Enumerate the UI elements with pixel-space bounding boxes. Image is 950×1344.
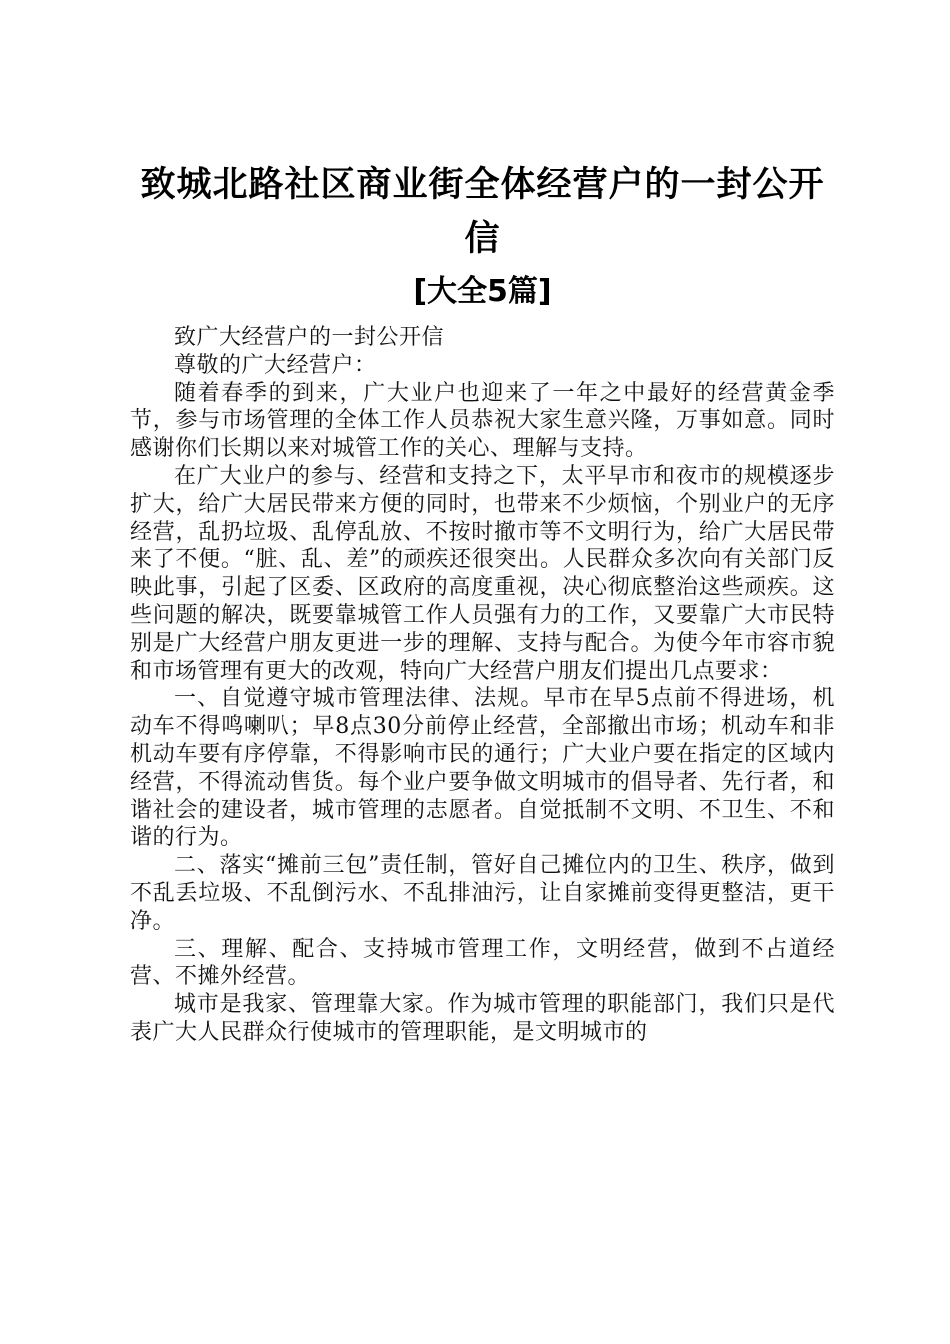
paragraph-problems: 在广大业户的参与、经营和支持之下，太平早市和夜市的规模逐步扩大，给广大居民带来方便的同时，也带来不少烦恼，个别业户的无序经营，乱扔垃圾、乱停乱放、不按时撤市等不文明行为，给广大居民带来了不便。“脏、乱、差”的顽疾还很突出。人民群众多次向有关部门反映此事，引起了区委、区政府的高度重视，决心彻底整治这些顽疾。这些问题的解决，既要靠城管工作人员强有力的工作，又要靠广大市民特别是广大经营户朋友更进一步的理解、支持与配合。为使今年市容市貌和市场管理有更大的改观，特向广大经营户朋友们提出几点要求：	[130, 463, 835, 684]
paragraph-intro: 随着春季的到来，广大业户也迎来了一年之中最好的经营黄金季节，参与市场管理的全体工作人员恭祝大家生意兴隆，万事如意。同时感谢你们长期以来对城管工作的关心、理解与支持。	[130, 380, 835, 462]
document-subtitle: [大全5篇]	[413, 274, 552, 309]
paragraph-requirement-2: 二、落实“摊前三包”责任制，管好自己摊位内的卫生、秩序，做到不乱丢垃圾、不乱倒污水、不乱排油污，让自家摊前变得更整洁，更干净。	[130, 853, 835, 934]
paragraph-requirement-3: 三、理解、配合、支持城市管理工作，文明经营，做到不占道经营、不摊外经营。	[130, 936, 835, 990]
paragraph-closing: 城市是我家、管理靠大家。作为城市管理的职能部门，我们只是代表广大人民群众行使城市的管理职能，是文明城市的	[130, 992, 835, 1045]
document-page	[130, 158, 835, 1047]
paragraph-salutation: 尊敬的广大经营户：	[174, 352, 377, 378]
paragraph-requirement-1: 一、自觉遵守城市管理法律、法规。早市在早5点前不得进场，机动车不得鸣喇叭；早8点30分前停止经营，全部撤出市场；机动车和非机动车要有序停靠，不得影响市民的通行；广大业户要在指定的区域内经营，不得流动售货。每个业户要争做文明城市的倡导者、先行者，和谐社会的建设者，城市管理的志愿者。自觉抵制不文明、不卫生、不和谐的行为。	[130, 686, 835, 851]
paragraph-heading: 致广大经营户的一封公开信	[174, 325, 445, 350]
document-title: 致城北路社区商业街全体经营户的一封公开信	[140, 165, 825, 259]
